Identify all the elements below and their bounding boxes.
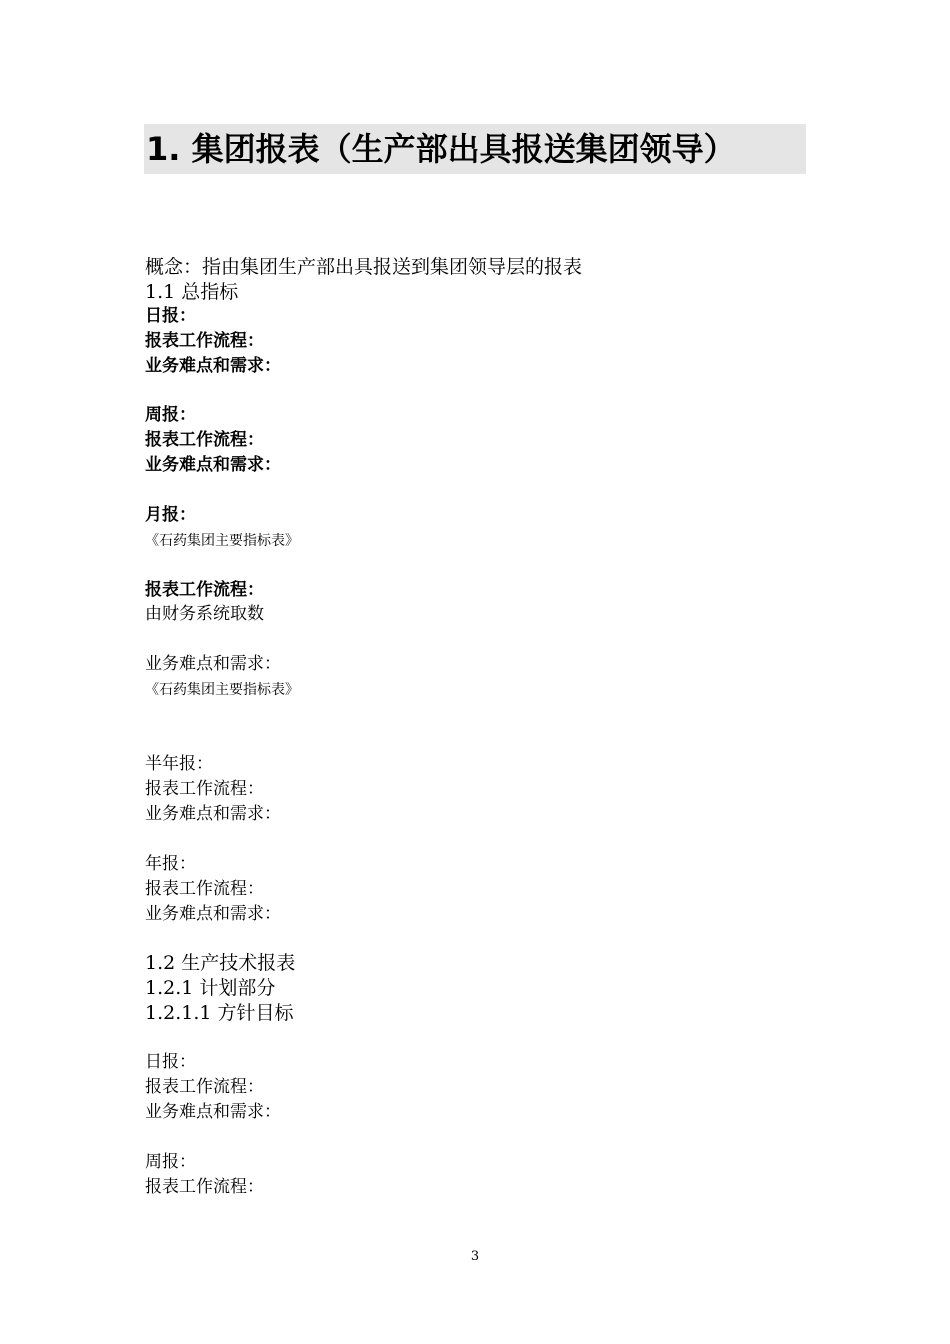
workflow-label: 报表工作流程： xyxy=(145,1177,264,1197)
workflow-label: 报表工作流程： xyxy=(145,430,264,450)
page-number: 3 xyxy=(470,1249,480,1264)
report-label: 半年报： xyxy=(145,754,213,774)
section-heading: 1. 集团报表（生产部出具报送集团领导） xyxy=(146,130,736,168)
report-label: 周报： xyxy=(145,405,196,425)
workflow-label: 报表工作流程： xyxy=(145,879,264,899)
report-label: 周报： xyxy=(145,1152,196,1172)
report-label: 年报： xyxy=(145,854,196,874)
needs-label: 业务难点和需求： xyxy=(145,455,281,475)
report-name: 《石药集团主要指标表》 xyxy=(145,682,299,698)
needs-label: 业务难点和需求： xyxy=(145,904,281,924)
needs-label: 业务难点和需求： xyxy=(145,654,281,674)
concept-line: 概念：指由集团生产部出具报送到集团领导层的报表 xyxy=(145,256,583,278)
workflow-text: 由财务系统取数 xyxy=(145,604,264,624)
subsection-title: 1.2.1.1 方针目标 xyxy=(145,1002,294,1024)
subsection-title: 1.1 总指标 xyxy=(145,281,239,303)
needs-label: 业务难点和需求： xyxy=(145,1102,281,1122)
needs-label: 业务难点和需求： xyxy=(145,356,281,376)
needs-label: 业务难点和需求： xyxy=(145,804,281,824)
workflow-label: 报表工作流程： xyxy=(145,580,264,600)
report-label: 日报： xyxy=(145,306,196,326)
workflow-label: 报表工作流程： xyxy=(145,1077,264,1097)
report-label: 日报： xyxy=(145,1052,196,1072)
workflow-label: 报表工作流程： xyxy=(145,331,264,351)
subsection-title: 1.2 生产技术报表 xyxy=(145,952,296,974)
report-name: 《石药集团主要指标表》 xyxy=(145,533,299,549)
subsection-title: 1.2.1 计划部分 xyxy=(145,977,276,999)
report-label: 月报： xyxy=(145,505,196,525)
workflow-label: 报表工作流程： xyxy=(145,779,264,799)
